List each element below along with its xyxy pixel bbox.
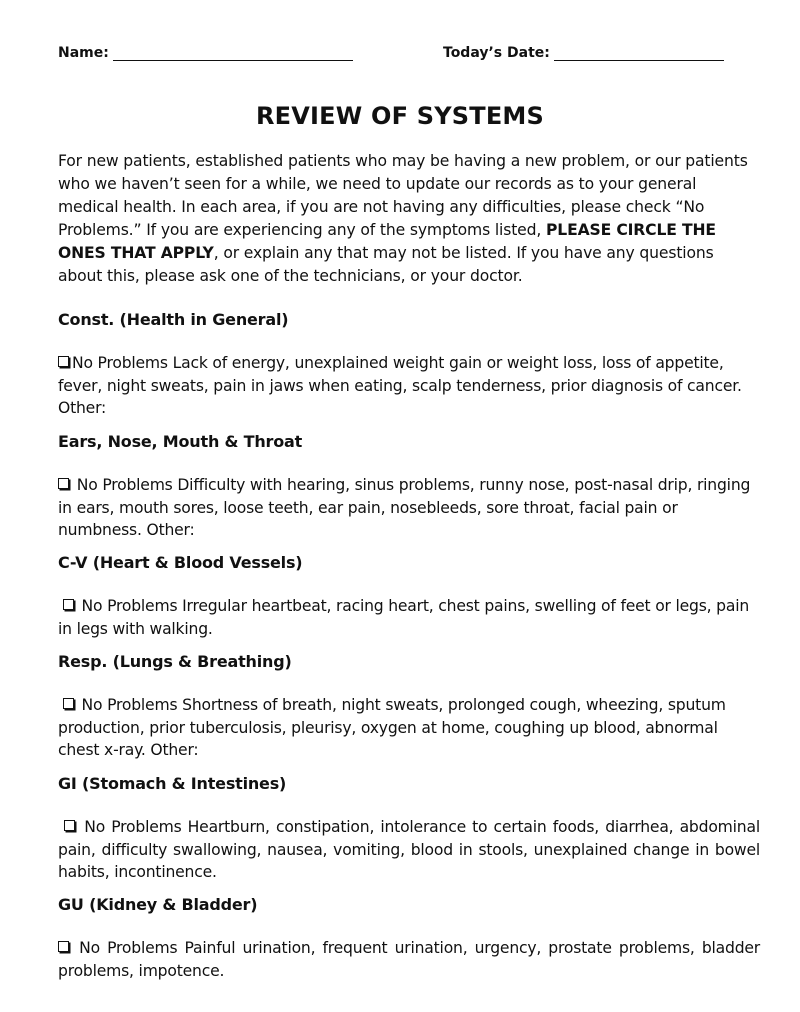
section-body <box>58 694 760 762</box>
no-problems-checkbox[interactable] <box>58 356 69 367</box>
no-problems-label: No Problems <box>81 597 178 615</box>
intro-paragraph <box>58 150 758 288</box>
section-constitutional <box>58 308 760 420</box>
symptom-list: Irregular heartbeat, racing heart, chest pains, swelling of feet or legs, pain in legs with walking. <box>58 597 750 638</box>
symptom-list: Lack of energy, unexplained weight gain or weight loss, loss of appetite, fever, night sweats, pain in jaws when eating, scalp tenderness, prior diagnosis of cancer. Other: <box>58 354 742 417</box>
section-gastrointestinal <box>58 772 760 884</box>
section-heading: Ears, Nose, Mouth & Throat <box>58 432 303 451</box>
no-problems-label: No Problems <box>81 696 178 714</box>
date-label: Today’s Date <box>443 45 545 61</box>
section-respiratory <box>58 650 760 762</box>
name-label: Name <box>58 45 104 61</box>
section-ent <box>58 430 760 542</box>
intro-text-1: For new patients, established patients who may be having a new problem, or our patients who we haven’t seen for a while, we need to update our records as to your general medical health. In each area, if you are not having any difficulties, please check “No Problems.” If you are experiencing any of the symptoms listed, <box>58 152 748 239</box>
section-body <box>58 595 760 640</box>
symptom-list: Heartburn, constipation, intolerance to certain foods, diarrhea, abdominal pain, difficulty swallowing, nausea, vomiting, blood in stools, unexplained change in bowel habits, incontinence. <box>58 818 760 881</box>
section-cardiovascular <box>58 551 760 640</box>
intro-emphasis: PLEASE CIRCLE THE ONES THAT APPLY <box>58 221 716 262</box>
name-input-line[interactable] <box>113 44 353 61</box>
no-problems-label: No Problems <box>72 354 168 372</box>
section-body <box>58 937 760 982</box>
section-body <box>58 816 760 884</box>
section-heading: GU (Kidney & Bladder) <box>58 895 258 914</box>
no-problems-label: No Problems <box>76 476 173 494</box>
no-problems-checkbox[interactable] <box>63 698 74 709</box>
symptom-list: Painful urination, frequent urination, urgency, prostate problems, bladder problems, impotence. <box>58 939 761 980</box>
intro-text-2: , or explain any that may not be listed. If you have any questions about this, please ask one of the technicians, or your doctor. <box>58 244 714 285</box>
section-heading: C-V (Heart & Blood Vessels) <box>58 553 303 572</box>
section-heading: GI (Stomach & Intestines) <box>58 774 287 793</box>
section-genitourinary <box>58 893 760 982</box>
section-body <box>58 352 760 420</box>
no-problems-checkbox[interactable] <box>64 820 75 831</box>
symptom-list: Shortness of breath, night sweats, prolonged cough, wheezing, sputum production, prior tuberculosis, pleurisy, oxygen at home, coughing up blood, abnormal chest x-ray. Other: <box>58 696 726 759</box>
no-problems-checkbox[interactable] <box>58 941 69 952</box>
header-row <box>58 44 738 66</box>
section-body <box>58 474 760 542</box>
no-problems-label: No Problems <box>84 818 182 836</box>
section-heading: Const. (Health in General) <box>58 310 289 329</box>
name-field: Name : <box>58 44 353 61</box>
no-problems-checkbox[interactable] <box>63 599 74 610</box>
no-problems-label: No Problems <box>79 939 178 957</box>
section-heading: Resp. (Lungs & Breathing) <box>58 652 292 671</box>
date-input-line[interactable] <box>554 44 724 61</box>
no-problems-checkbox[interactable] <box>58 478 69 489</box>
symptom-list: Difficulty with hearing, sinus problems, runny nose, post-nasal drip, ringing in ears, mouth sores, loose teeth, ear pain, nosebleeds, sore throat, facial pain or numbness. Other: <box>58 476 751 539</box>
date-field: Today’s Date : <box>443 44 724 61</box>
page-title: REVIEW OF SYSTEMS <box>255 102 545 130</box>
